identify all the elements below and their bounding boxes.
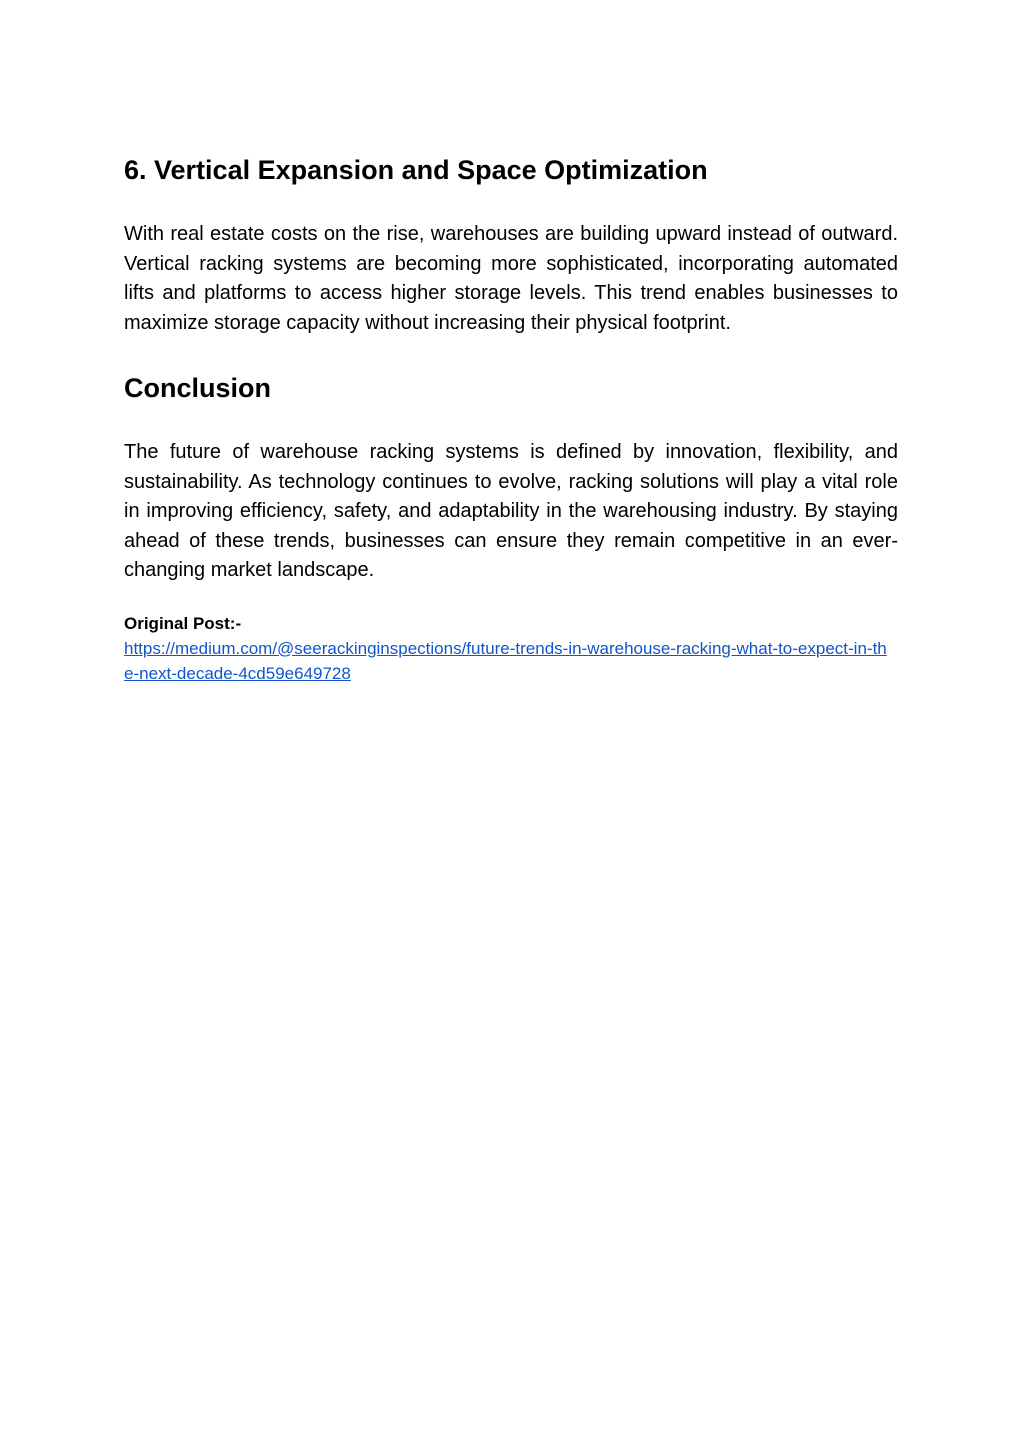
original-post-link[interactable]: https://medium.com/@seerackinginspections/future-trends-in-warehouse-racking-what-to-expect-in-the-next-decade-4cd59e649728 [124, 638, 887, 683]
section-paragraph-conclusion: The future of warehouse racking systems is defined by innovation, flexibility, and sustainability. As technology continues to evolve, racking solutions will play a vital role in improving efficiency, safety, and adaptability in the warehousing industry. By staying ahead of these trends, businesses can ensure they remain competitive in an ever-changing market landscape. [124, 441, 898, 581]
section-heading-vertical-expansion: 6. Vertical Expansion and Space Optimization [124, 155, 708, 185]
page-content [124, 150, 898, 686]
section-heading-conclusion: Conclusion [124, 373, 271, 403]
section-paragraph-vertical-expansion: With real estate costs on the rise, warehouses are building upward instead of outward. Vertical racking systems are becoming more sophisticated, incorporating automated lifts and platforms to access higher storage levels. This trend enables businesses to maximize storage capacity without increasing their physical footprint. [124, 223, 898, 334]
original-post-label: Original Post:- [124, 613, 242, 633]
